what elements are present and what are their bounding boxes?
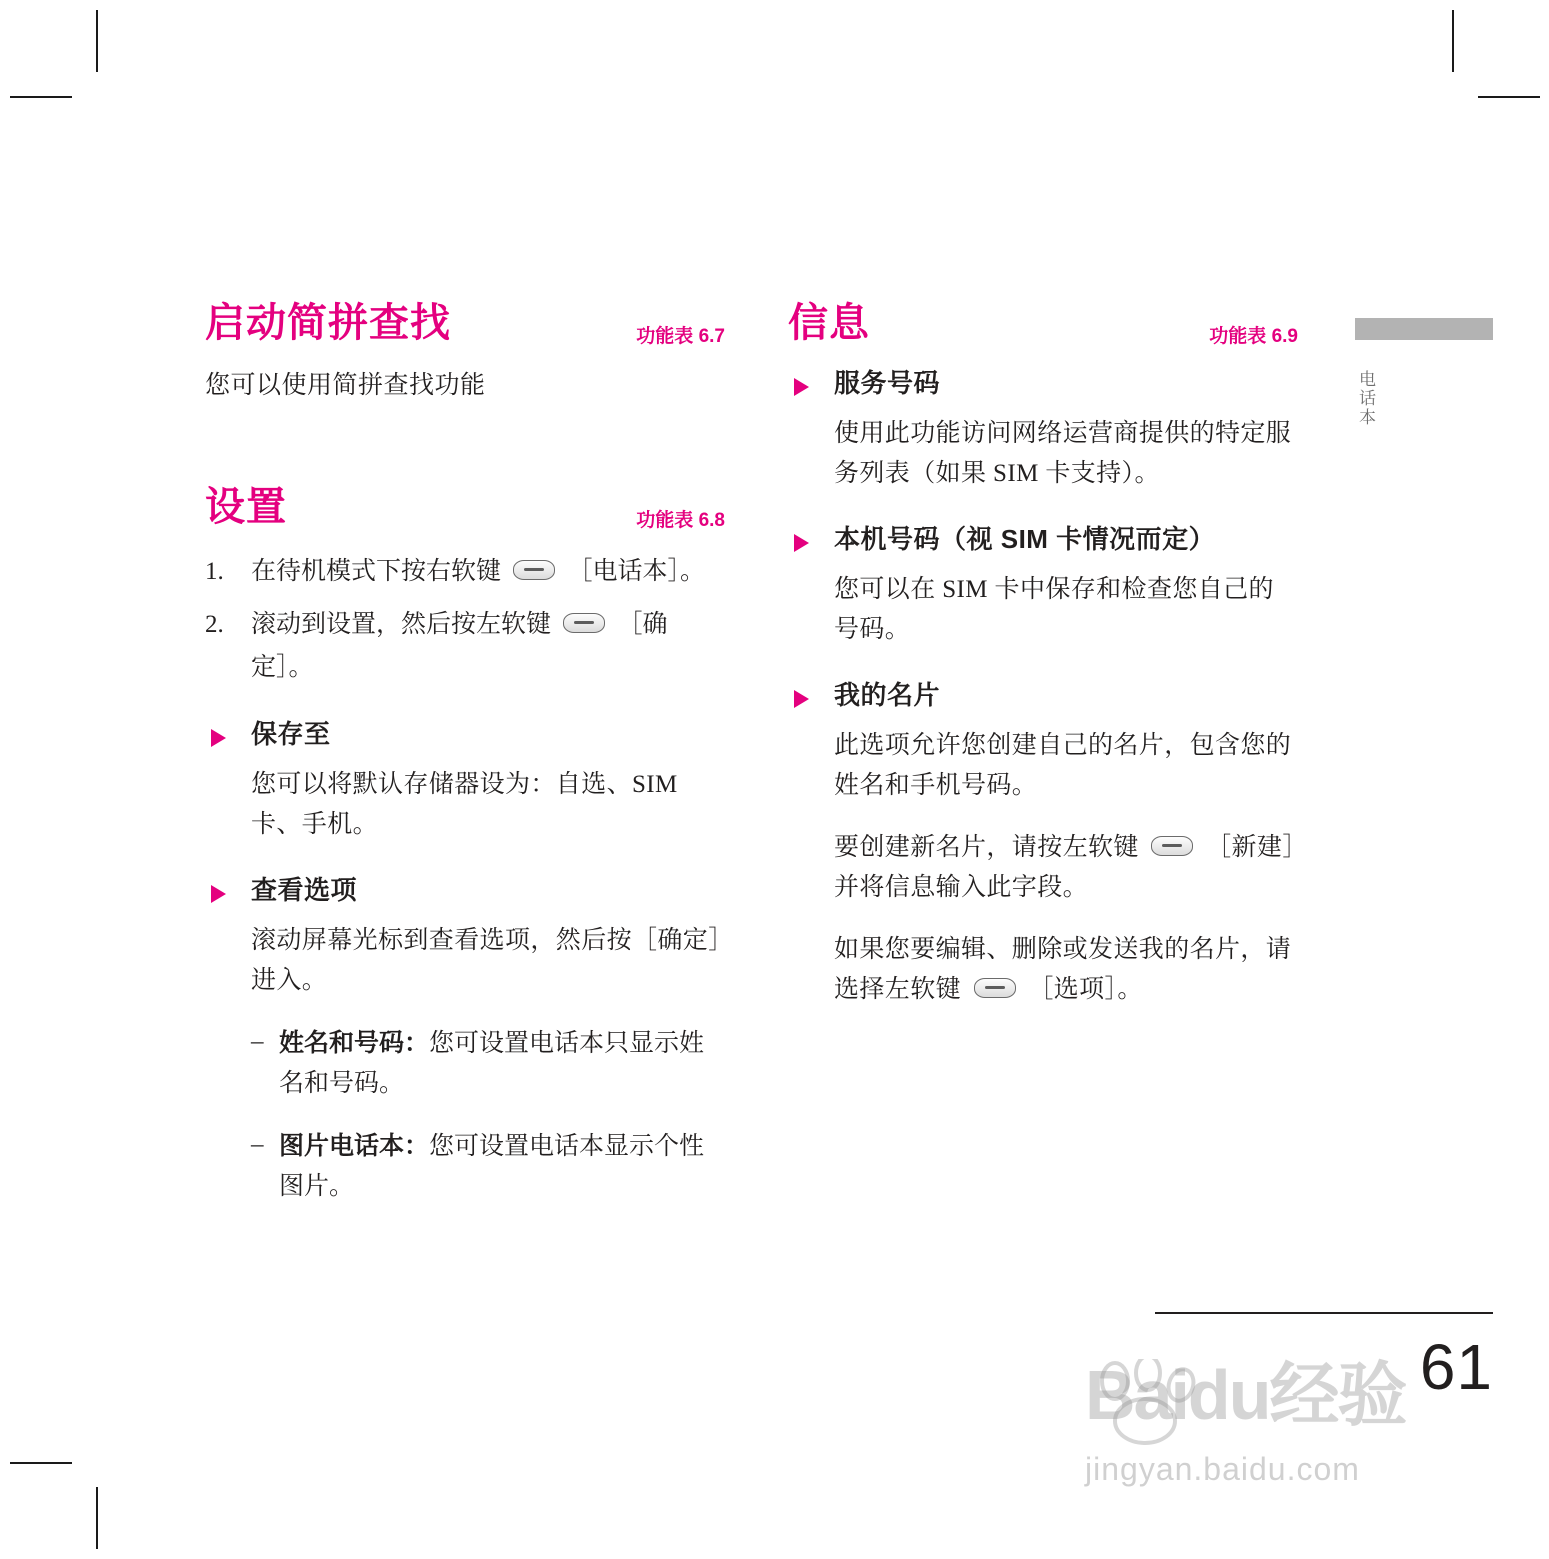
bullet-body: 使用此功能访问网络运营商提供的特定服务列表（如果 SIM 卡支持）。 xyxy=(834,420,1292,487)
bullet-item-baocunzhi xyxy=(205,717,725,751)
soft-key-icon xyxy=(563,613,605,635)
triangle-bullet-icon xyxy=(211,885,226,903)
section-title: 设置 xyxy=(205,485,287,529)
section-menu-ref: 功能表 6.9 xyxy=(1209,326,1298,347)
bullet-item-wodemingpian xyxy=(788,678,1298,712)
paw-logo-icon xyxy=(1093,1359,1213,1449)
section-title: 信息 xyxy=(788,301,870,345)
bullet-label: 查看选项 xyxy=(251,875,358,905)
soft-key-icon xyxy=(974,978,1016,1000)
paragraph-text-before: 如果您要编辑、删除或发送我的名片，请选择左软键 xyxy=(834,936,1292,1003)
crop-mark-bottom-left-horizontal xyxy=(10,1462,72,1464)
sub-item-picture-phonebook xyxy=(251,1126,725,1207)
bullet-label: 保存至 xyxy=(251,719,331,749)
sub-item-name-number xyxy=(251,1023,725,1104)
soft-key-icon xyxy=(1151,836,1193,858)
bullet-item-fuwuhaoma xyxy=(788,366,1298,400)
page-number: 61 xyxy=(1419,1331,1493,1403)
section-menu-ref: 功能表 6.7 xyxy=(636,326,725,347)
step-marker: 1. xyxy=(205,558,224,585)
watermark-text: Baidu经验 xyxy=(1085,1356,1406,1434)
dash-marker: – xyxy=(251,1028,264,1055)
triangle-bullet-icon xyxy=(794,378,809,396)
watermark-url: jingyan.baidu.com xyxy=(1085,1451,1360,1487)
section-menu-ref: 功能表 6.8 xyxy=(636,510,725,531)
step-text-after: ［电话本］。 xyxy=(567,558,706,585)
bullet-body: 滚动屏幕光标到查看选项，然后按［确定］进入。 xyxy=(251,927,722,994)
bullet-body-edit-card xyxy=(834,930,1298,1010)
bullet-body-create-card xyxy=(834,828,1298,908)
paragraph-text-after: ［选项］。 xyxy=(1028,976,1143,1003)
footer-divider xyxy=(1155,1312,1493,1314)
bullet-label: 服务号码 xyxy=(834,368,941,398)
numbered-step xyxy=(205,550,725,593)
paragraph-text-before: 要创建新名片，请按左软键 xyxy=(834,834,1139,861)
section-intro-text: 您可以使用简拼查找功能 xyxy=(205,372,486,399)
numbered-step xyxy=(205,603,725,689)
bullet-label: 我的名片 xyxy=(834,680,941,710)
section-title: 启动简拼查找 xyxy=(205,301,451,345)
side-tab-bar xyxy=(1355,318,1493,340)
section-heading-qidong xyxy=(205,300,725,356)
bullet-item-benjihaoma xyxy=(788,522,1298,556)
bullet-label: 本机号码（视 SIM 卡情况而定） xyxy=(834,524,1216,554)
dash-marker: – xyxy=(251,1131,264,1158)
paragraph-text-after: ［新建］并将信息输入此字段。 xyxy=(834,834,1296,901)
crop-mark-top-right-vertical xyxy=(1452,10,1454,72)
section-heading-shezhi xyxy=(205,484,725,540)
step-marker: 2. xyxy=(205,611,224,638)
right-column xyxy=(788,300,1298,1010)
triangle-bullet-icon xyxy=(794,690,809,708)
step-text-after: ［确定］。 xyxy=(251,611,668,681)
left-column xyxy=(205,300,725,1207)
step-text-before: 在待机模式下按右软键 xyxy=(251,558,502,585)
bullet-body: 您可以在 SIM 卡中保存和检查您自己的号码。 xyxy=(834,576,1274,643)
section-heading-xinxi xyxy=(788,300,1298,356)
crop-mark-top-left-vertical xyxy=(96,10,98,72)
bullet-body: 此选项允许您创建自己的名片，包含您的姓名和手机号码。 xyxy=(834,732,1292,799)
triangle-bullet-icon xyxy=(211,729,226,747)
sub-item-label: 图片电话本： xyxy=(279,1132,430,1160)
crop-mark-bottom-left-vertical xyxy=(96,1487,98,1549)
sub-item-text: 您可设置电话本显示个性图片。 xyxy=(279,1133,705,1200)
triangle-bullet-icon xyxy=(794,534,809,552)
sub-item-label: 姓名和号码： xyxy=(279,1029,430,1057)
side-tab-label: 电话本 xyxy=(1356,370,1375,427)
crop-mark-top-left-horizontal xyxy=(10,96,72,98)
crop-mark-top-right-horizontal xyxy=(1478,96,1540,98)
step-text-before: 滚动到设置，然后按左软键 xyxy=(251,611,552,638)
soft-key-icon xyxy=(513,560,555,582)
bullet-body: 您可以将默认存储器设为：自选、SIM 卡、手机。 xyxy=(251,771,678,838)
bullet-item-chakanxuanxiang xyxy=(205,873,725,907)
sub-item-text: 您可设置电话本只显示姓名和号码。 xyxy=(279,1030,705,1097)
